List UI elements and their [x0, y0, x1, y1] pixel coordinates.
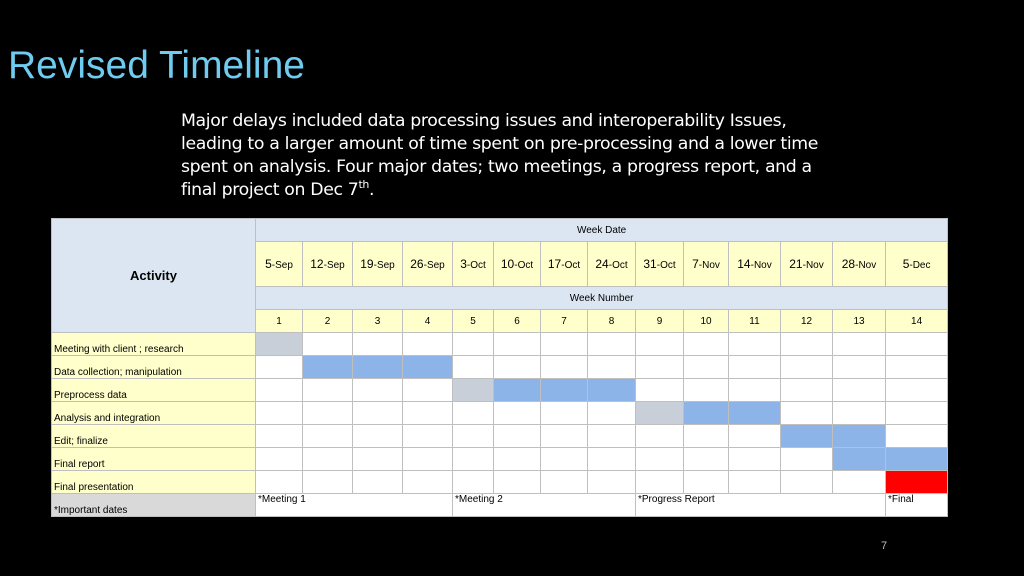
activity-row [52, 356, 948, 379]
gantt-empty-cell [453, 448, 494, 471]
week-date-month: -Nov [750, 260, 772, 271]
gantt-empty-cell [729, 379, 781, 402]
description-superscript: th [358, 178, 370, 192]
important-dates-label: *Important dates [52, 494, 256, 517]
gantt-empty-cell [494, 402, 541, 425]
week-number-cell: 3 [353, 310, 403, 333]
gantt-empty-cell [353, 402, 403, 425]
gantt-empty-cell [684, 379, 729, 402]
activity-row [52, 333, 948, 356]
gantt-empty-cell [588, 402, 636, 425]
gantt-empty-cell [256, 379, 303, 402]
gantt-bar-cell [781, 425, 833, 448]
week-date-month: -Sep [373, 260, 395, 271]
week-date-month: -Nov [698, 260, 720, 271]
gantt-bar-cell [833, 425, 886, 448]
gantt-empty-cell [886, 402, 948, 425]
gantt-empty-cell [353, 448, 403, 471]
gantt-empty-cell [353, 333, 403, 356]
milestone-label: *Meeting 2 [453, 494, 636, 517]
gantt-empty-cell [684, 356, 729, 379]
gantt-empty-cell [494, 333, 541, 356]
week-date-month: -Dec [909, 260, 931, 271]
week-number-cell: 1 [256, 310, 303, 333]
gantt-empty-cell [494, 356, 541, 379]
gantt-bar-cell [353, 356, 403, 379]
gantt-empty-cell [588, 425, 636, 448]
week-number-cell: 9 [636, 310, 684, 333]
gantt-empty-cell [684, 448, 729, 471]
week-date-day: 24 [595, 257, 609, 271]
gantt-empty-cell [541, 402, 588, 425]
page-title: Revised Timeline [8, 44, 305, 87]
gantt-empty-cell [303, 471, 353, 494]
week-date-day: 21 [789, 257, 803, 271]
description-text: Major delays included data processing issues and interoperability Issues, leading to a larger amount of time spent on pre-processing and a lower time spent on analysis. Four major dates; two meetings, a progress report, and a final project on Dec 7 [181, 111, 819, 200]
gantt-empty-cell [636, 333, 684, 356]
week-number-cell: 13 [833, 310, 886, 333]
week-date-day: 12 [310, 257, 324, 271]
week-date-month: -Oct [656, 260, 676, 271]
week-date-day: 5 [265, 257, 272, 271]
milestone-label: *Meeting 1 [256, 494, 453, 517]
gantt-empty-cell [588, 448, 636, 471]
gantt-bar-cell [636, 402, 684, 425]
week-date-month: -Oct [466, 260, 486, 271]
gantt-empty-cell [781, 471, 833, 494]
week-date-cell [833, 242, 886, 287]
gantt-empty-cell [729, 333, 781, 356]
gantt-empty-cell [588, 356, 636, 379]
week-date-header-row [52, 219, 948, 242]
gantt-empty-cell [781, 379, 833, 402]
gantt-bar-cell [886, 471, 948, 494]
activity-label: Analysis and integration [52, 402, 256, 425]
activity-row [52, 448, 948, 471]
gantt-empty-cell [588, 333, 636, 356]
gantt-bar-cell [833, 448, 886, 471]
week-number-cell: 8 [588, 310, 636, 333]
gantt-empty-cell [886, 379, 948, 402]
important-dates-row [52, 494, 948, 517]
week-date-cell [256, 242, 303, 287]
gantt-empty-cell [403, 425, 453, 448]
gantt-empty-cell [303, 448, 353, 471]
activity-row [52, 379, 948, 402]
gantt-empty-cell [403, 402, 453, 425]
gantt-empty-cell [729, 448, 781, 471]
week-date-day: 7 [692, 257, 699, 271]
week-number-cell: 4 [403, 310, 453, 333]
gantt-empty-cell [353, 425, 403, 448]
gantt-empty-cell [256, 402, 303, 425]
gantt-empty-cell [256, 471, 303, 494]
week-date-day: 28 [841, 257, 856, 271]
week-date-cell [636, 242, 684, 287]
week-date-cell [303, 242, 353, 287]
gantt-empty-cell [453, 471, 494, 494]
gantt-empty-cell [453, 333, 494, 356]
gantt-empty-cell [781, 402, 833, 425]
gantt-empty-cell [453, 425, 494, 448]
week-date-month: -Oct [561, 260, 581, 271]
week-number-cell: 5 [453, 310, 494, 333]
week-date-cell [541, 242, 588, 287]
milestone-label: *Progress Report [636, 494, 886, 517]
gantt-bar-cell [256, 333, 303, 356]
gantt-bar-cell [541, 379, 588, 402]
gantt-empty-cell [541, 333, 588, 356]
gantt-empty-cell [684, 333, 729, 356]
week-number-cell: 7 [541, 310, 588, 333]
gantt-empty-cell [684, 471, 729, 494]
week-date-day: 14 [737, 257, 751, 271]
week-date-day: 5 [902, 257, 910, 271]
gantt-empty-cell [353, 379, 403, 402]
week-date-header: Week Date [256, 219, 948, 242]
gantt-empty-cell [494, 425, 541, 448]
gantt-bar-cell [303, 356, 353, 379]
gantt-empty-cell [403, 333, 453, 356]
activity-label: Edit; finalize [52, 425, 256, 448]
gantt-empty-cell [541, 425, 588, 448]
week-date-day: 10 [500, 257, 515, 271]
gantt-empty-cell [684, 425, 729, 448]
gantt-table [51, 218, 948, 517]
gantt-bar-cell [403, 356, 453, 379]
week-date-day: 19 [360, 257, 374, 271]
gantt-empty-cell [833, 356, 886, 379]
week-date-month: -Nov [802, 260, 824, 271]
week-date-cell [886, 242, 948, 287]
gantt-empty-cell [636, 425, 684, 448]
week-date-cell [588, 242, 636, 287]
activity-header: Activity [52, 219, 256, 333]
gantt-bar-cell [494, 379, 541, 402]
gantt-empty-cell [256, 356, 303, 379]
week-number-cell: 2 [303, 310, 353, 333]
week-date-cell [403, 242, 453, 287]
gantt-empty-cell [886, 333, 948, 356]
gantt-empty-cell [588, 471, 636, 494]
gantt-empty-cell [353, 471, 403, 494]
gantt-empty-cell [636, 356, 684, 379]
gantt-empty-cell [781, 333, 833, 356]
activity-row [52, 402, 948, 425]
week-date-cell [781, 242, 833, 287]
activity-label: Meeting with client ; research [52, 333, 256, 356]
activity-label: Data collection; manipulation [52, 356, 256, 379]
gantt-empty-cell [403, 448, 453, 471]
week-number-header: Week Number [256, 287, 948, 310]
description [181, 110, 841, 202]
week-date-cell [494, 242, 541, 287]
gantt-empty-cell [303, 425, 353, 448]
gantt-empty-cell [256, 448, 303, 471]
gantt-empty-cell [541, 471, 588, 494]
gantt-bar-cell [886, 448, 948, 471]
gantt-empty-cell [403, 379, 453, 402]
gantt-empty-cell [403, 471, 453, 494]
activity-label: Final presentation [52, 471, 256, 494]
gantt-empty-cell [636, 448, 684, 471]
gantt-empty-cell [833, 333, 886, 356]
activity-label: Preprocess data [52, 379, 256, 402]
gantt-empty-cell [833, 471, 886, 494]
gantt-empty-cell [886, 425, 948, 448]
gantt-empty-cell [541, 356, 588, 379]
gantt-empty-cell [729, 471, 781, 494]
gantt-empty-cell [886, 356, 948, 379]
gantt-empty-cell [494, 448, 541, 471]
week-number-cell: 11 [729, 310, 781, 333]
description-trailing: . [369, 180, 375, 200]
week-date-month: -Nov [855, 260, 877, 271]
gantt-empty-cell [781, 448, 833, 471]
gantt-empty-cell [636, 471, 684, 494]
activity-row [52, 471, 948, 494]
week-date-cell [729, 242, 781, 287]
gantt-empty-cell [303, 402, 353, 425]
week-number-cell: 12 [781, 310, 833, 333]
week-date-day: 26 [410, 257, 424, 271]
week-number-cell: 6 [494, 310, 541, 333]
gantt-empty-cell [541, 448, 588, 471]
week-date-month: -Sep [323, 260, 345, 271]
gantt-empty-cell [303, 333, 353, 356]
gantt-bar-cell [729, 402, 781, 425]
week-date-month: -Sep [423, 260, 445, 271]
gantt-empty-cell [833, 379, 886, 402]
week-date-month: -Oct [514, 260, 534, 271]
gantt-bar-cell [588, 379, 636, 402]
week-date-cell [353, 242, 403, 287]
gantt-empty-cell [494, 471, 541, 494]
week-date-cell [684, 242, 729, 287]
gantt-empty-cell [729, 425, 781, 448]
gantt-empty-cell [303, 379, 353, 402]
gantt-bar-cell [453, 379, 494, 402]
gantt-empty-cell [453, 402, 494, 425]
week-number-cell: 14 [886, 310, 948, 333]
week-date-day: 17 [547, 257, 562, 271]
gantt-empty-cell [636, 379, 684, 402]
gantt-empty-cell [833, 402, 886, 425]
gantt-empty-cell [453, 356, 494, 379]
gantt-empty-cell [729, 356, 781, 379]
week-date-month: -Oct [608, 260, 628, 271]
week-date-day: 31 [643, 257, 657, 271]
week-date-cell [453, 242, 494, 287]
gantt-empty-cell [781, 356, 833, 379]
week-date-day: 3 [460, 257, 467, 271]
week-number-cell: 10 [684, 310, 729, 333]
week-date-month: -Sep [271, 260, 293, 271]
milestone-label: *Final [886, 494, 948, 517]
gantt-empty-cell [256, 425, 303, 448]
slide-number: 7 [881, 540, 888, 552]
activity-row [52, 425, 948, 448]
activity-label: Final report [52, 448, 256, 471]
gantt-bar-cell [684, 402, 729, 425]
